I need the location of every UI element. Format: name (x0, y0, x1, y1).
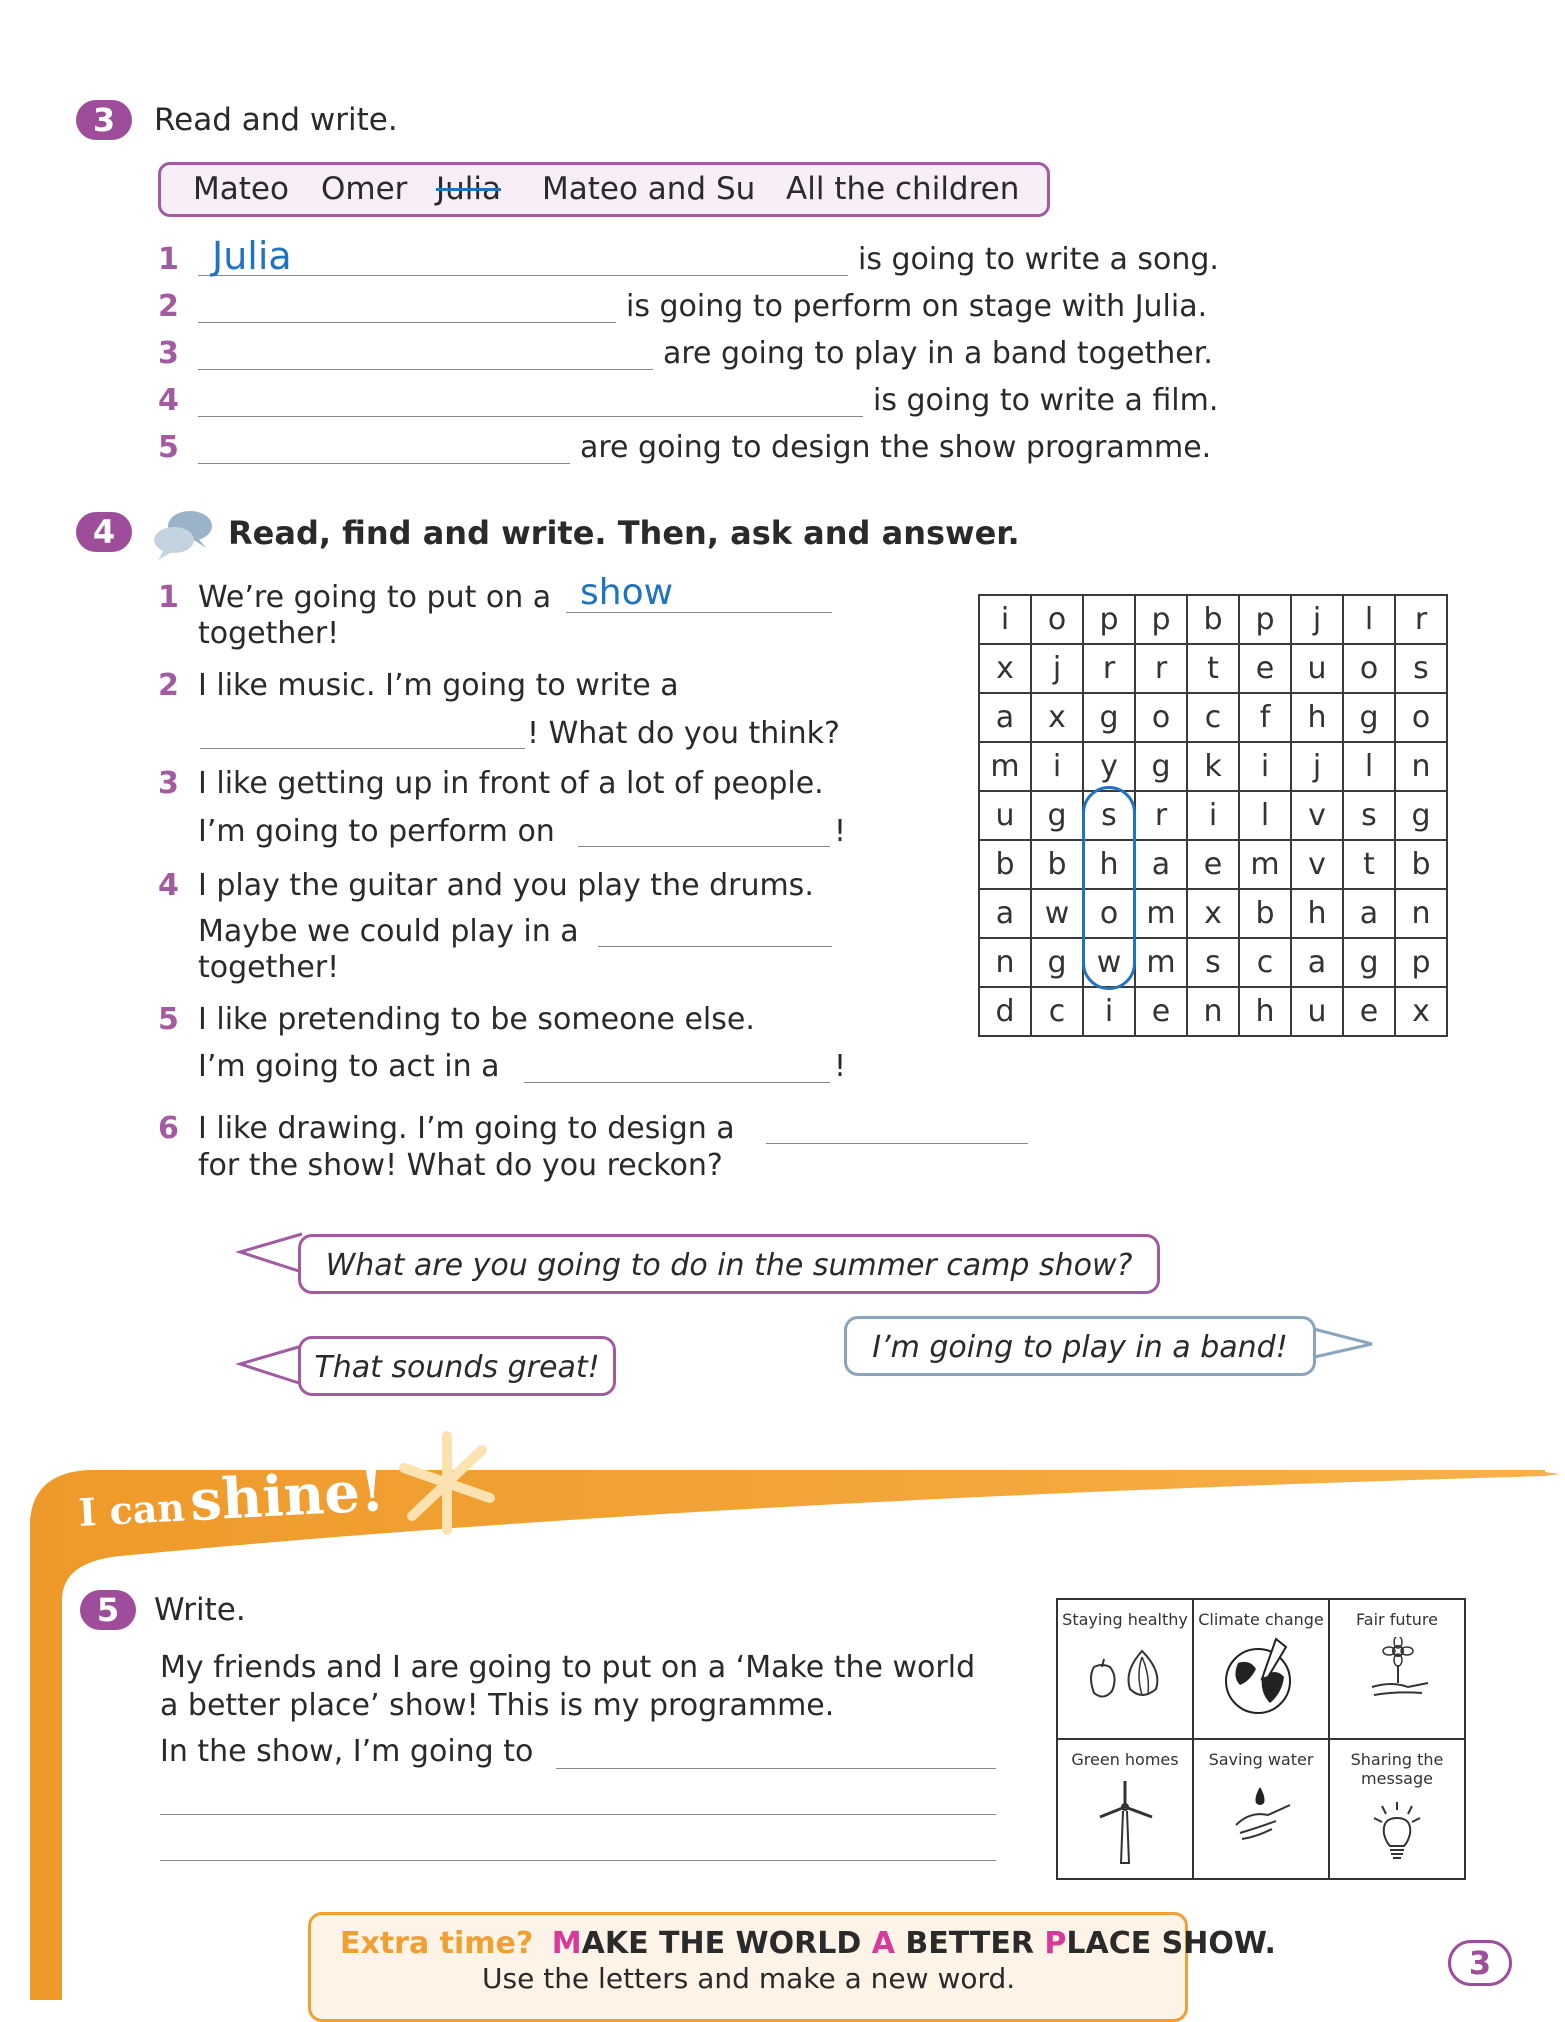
ex4-item-text: together! (198, 950, 340, 985)
ex3-answer-line[interactable] (198, 463, 570, 464)
ex3-item-text: is going to write a song. (858, 242, 1219, 277)
grid-letter[interactable]: o (1135, 693, 1187, 742)
grid-letter[interactable]: u (1291, 987, 1343, 1036)
ex4-item-text: for the show! What do you reckon? (198, 1148, 723, 1183)
grid-letter[interactable]: g (1343, 938, 1395, 987)
grid-letter[interactable]: s (1083, 791, 1135, 840)
grid-letter[interactable]: g (1083, 693, 1135, 742)
ex4-item-text: I’m going to perform on (198, 814, 555, 849)
ex3-answer-line[interactable] (198, 416, 863, 417)
grid-letter[interactable]: g (1031, 791, 1083, 840)
grid-letter[interactable]: h (1291, 889, 1343, 938)
grid-letter[interactable]: r (1083, 644, 1135, 693)
ex5-writing-line[interactable] (160, 1814, 996, 1815)
grid-letter[interactable]: b (1395, 840, 1447, 889)
grid-row (979, 742, 1447, 791)
ex4-item-number: 6 (158, 1111, 179, 1146)
ex5-paragraph-line: a better place’ show! This is my programme. (160, 1688, 835, 1723)
ex5-prompt: In the show, I’m going to (160, 1734, 534, 1769)
grid-letter[interactable]: j (1031, 644, 1083, 693)
ex4-item-text: I like music. I’m going to write a (198, 668, 679, 703)
ex4-item-text: I play the guitar and you play the drums. (198, 868, 814, 903)
ex3-item-text: is going to perform on stage with Julia. (626, 289, 1208, 324)
grid-letter[interactable]: r (1135, 791, 1187, 840)
grid-letter[interactable]: h (1083, 840, 1135, 889)
grid-letter[interactable]: k (1187, 742, 1239, 791)
grid-letter[interactable]: i (1083, 987, 1135, 1036)
grid-letter[interactable]: v (1291, 840, 1343, 889)
grid-letter[interactable]: i (1239, 742, 1291, 791)
topic-cell (1329, 1739, 1465, 1879)
ex5-writing-line[interactable] (556, 1768, 996, 1769)
ex3-answer-line[interactable] (198, 322, 616, 323)
topic-cell (1329, 1599, 1465, 1739)
grid-letter[interactable]: a (979, 693, 1031, 742)
grid-letter[interactable]: i (979, 595, 1031, 644)
grid-row (979, 644, 1447, 693)
page-number: 3 (1448, 1940, 1512, 1986)
grid-letter[interactable]: m (979, 742, 1031, 791)
ex4-item-number: 3 (158, 766, 179, 801)
grid-letter[interactable]: t (1187, 644, 1239, 693)
ex4-item-text: together! (198, 616, 340, 651)
grid-letter[interactable]: h (1291, 693, 1343, 742)
vegetables-icon (1080, 1637, 1170, 1703)
ex4-item-text: I like pretending to be someone else. (198, 1002, 755, 1037)
grid-letter[interactable]: b (1187, 595, 1239, 644)
grid-row (979, 693, 1447, 742)
extra-time-label: Extra time? (340, 1926, 534, 1961)
grid-letter[interactable]: p (1135, 595, 1187, 644)
shine-title-small: I can (77, 1484, 186, 1536)
grid-letter[interactable]: p (1083, 595, 1135, 644)
word-box (158, 162, 1050, 217)
grid-letter[interactable]: x (1031, 693, 1083, 742)
grid-letter[interactable]: g (1031, 938, 1083, 987)
star-icon (392, 1428, 502, 1538)
speech-bubble-answer: I’m going to play in a band! (844, 1316, 1316, 1376)
word-box-item-crossed: Julia (436, 171, 502, 207)
grid-letter[interactable]: g (1395, 791, 1447, 840)
grid-letter[interactable]: n (979, 938, 1031, 987)
grid-letter[interactable]: c (1239, 938, 1291, 987)
grid-letter[interactable]: r (1135, 644, 1187, 693)
grid-letter[interactable]: a (979, 889, 1031, 938)
grid-row (979, 791, 1447, 840)
ex3-item-number: 3 (158, 336, 179, 371)
ex4-answer-line[interactable] (578, 846, 830, 847)
grid-letter[interactable]: l (1239, 791, 1291, 840)
exercise-4-title: Read, find and write. Then, ask and answer. (228, 514, 1020, 552)
grid-letter[interactable]: l (1343, 595, 1395, 644)
ex4-item-text: We’re going to put on a (198, 580, 552, 615)
grid-letter[interactable]: x (979, 644, 1031, 693)
ex3-item-number: 2 (158, 289, 179, 324)
ex3-item-number: 4 (158, 383, 179, 418)
ex4-item-text: I’m going to act in a (198, 1049, 500, 1084)
grid-row (979, 987, 1447, 1036)
grid-letter[interactable]: a (1291, 938, 1343, 987)
exercise-5-title: Write. (154, 1592, 246, 1628)
ex4-item-number: 2 (158, 668, 179, 703)
word-box-item: Omer (321, 171, 408, 207)
grid-letter[interactable]: m (1135, 889, 1187, 938)
ex4-answer-line[interactable] (524, 1082, 830, 1083)
grid-letter[interactable]: o (1343, 644, 1395, 693)
ex3-item-text: are going to play in a band together. (663, 336, 1213, 371)
topic-cell (1193, 1599, 1329, 1739)
exercise-3-title: Read and write. (154, 102, 398, 138)
grid-letter[interactable]: a (1343, 889, 1395, 938)
topic-label: Sharing the message (1350, 1750, 1444, 1788)
ex3-item-number: 5 (158, 430, 179, 465)
topic-label: Staying healthy (1062, 1610, 1188, 1629)
word-box-item: Mateo (193, 171, 289, 207)
circled-answer-mark (1082, 786, 1136, 990)
topic-grid (1056, 1598, 1466, 1880)
grid-row (979, 938, 1447, 987)
grid-letter[interactable]: j (1291, 595, 1343, 644)
ex4-item-end: ! (834, 1049, 847, 1084)
exercise-4-number: 4 (76, 512, 132, 552)
topic-cell (1057, 1599, 1193, 1739)
grid-letter[interactable]: d (979, 987, 1031, 1036)
ex4-item-number: 4 (158, 868, 179, 903)
grid-letter[interactable]: f (1239, 693, 1291, 742)
word-box-item: Mateo and Su (542, 171, 756, 207)
grid-letter[interactable]: g (1135, 742, 1187, 791)
grid-letter[interactable]: x (1187, 889, 1239, 938)
grid-letter[interactable]: o (1395, 693, 1447, 742)
ex4-item-text: Maybe we could play in a (198, 914, 579, 949)
grid-letter[interactable]: w (1083, 938, 1135, 987)
grid-letter[interactable]: x (1395, 987, 1447, 1036)
grid-row (979, 595, 1447, 644)
extra-time-heading (340, 1926, 1276, 1961)
flower-hand-icon (1352, 1637, 1442, 1707)
grid-row (979, 840, 1447, 889)
grid-letter[interactable]: s (1187, 938, 1239, 987)
grid-letter[interactable]: n (1395, 742, 1447, 791)
grid-letter[interactable]: m (1239, 840, 1291, 889)
wind-turbine-icon (1080, 1777, 1170, 1867)
speech-bubble-question: What are you going to do in the summer camp show? (298, 1234, 1160, 1294)
ex4-item-number: 1 (158, 580, 179, 615)
shine-title-big: shine! (188, 1458, 387, 1535)
grid-letter[interactable]: n (1187, 987, 1239, 1036)
bubble-answer-tail (1306, 1318, 1376, 1368)
ex3-handwritten-answer: Julia (212, 234, 292, 278)
grid-row (979, 889, 1447, 938)
grid-letter[interactable]: g (1343, 693, 1395, 742)
topic-label: Climate change (1198, 1610, 1324, 1629)
grid-letter[interactable]: i (1187, 791, 1239, 840)
grid-letter[interactable]: e (1135, 987, 1187, 1036)
grid-letter[interactable]: p (1239, 595, 1291, 644)
ex4-item-text: I like drawing. I’m going to design a (198, 1111, 735, 1146)
grid-letter[interactable]: o (1083, 889, 1135, 938)
grid-letter[interactable]: s (1395, 644, 1447, 693)
ex3-item-text: is going to write a film. (873, 383, 1219, 418)
exercise-5-number: 5 (80, 1590, 136, 1630)
ex5-writing-line[interactable] (160, 1860, 996, 1861)
grid-letter[interactable]: l (1343, 742, 1395, 791)
topic-cell (1193, 1739, 1329, 1879)
grid-letter[interactable]: v (1291, 791, 1343, 840)
ex4-item-text: ! What do you think? (527, 716, 840, 751)
topic-cell (1057, 1739, 1193, 1879)
word-search-grid (978, 594, 1448, 1037)
grid-letter[interactable]: y (1083, 742, 1135, 791)
grid-letter[interactable]: u (1291, 644, 1343, 693)
grid-letter[interactable]: e (1239, 644, 1291, 693)
grid-letter[interactable]: b (1031, 840, 1083, 889)
grid-letter[interactable]: j (1291, 742, 1343, 791)
topic-label: Fair future (1356, 1610, 1438, 1629)
lightbulb-icon (1352, 1796, 1442, 1866)
ex3-answer-line[interactable] (198, 369, 653, 370)
ex4-item-end: ! (834, 814, 847, 849)
grid-letter[interactable]: c (1031, 987, 1083, 1036)
grid-letter[interactable]: r (1395, 595, 1447, 644)
grid-letter[interactable]: a (1135, 840, 1187, 889)
ex4-handwritten-answer: show (580, 572, 674, 613)
ex5-paragraph-line: My friends and I are going to put on a ‘Make the world (160, 1650, 976, 1685)
extra-time-instruction: Use the letters and make a new word. (482, 1962, 1016, 1995)
speech-bubbles-icon (152, 508, 214, 562)
globe-icon (1216, 1637, 1306, 1717)
grid-letter[interactable]: i (1031, 742, 1083, 791)
bubble-reply-tail (236, 1340, 306, 1390)
ex4-item-number: 5 (158, 1002, 179, 1037)
extra-time-phrase: MAKE THE WORLD A BETTER PLACE SHOW. (551, 1926, 1276, 1961)
speech-bubble-reply: That sounds great! (298, 1336, 616, 1396)
grid-letter[interactable]: m (1135, 938, 1187, 987)
topic-label: Saving water (1208, 1750, 1314, 1769)
water-drop-hand-icon (1216, 1777, 1306, 1847)
grid-letter[interactable]: e (1343, 987, 1395, 1036)
grid-letter[interactable]: o (1031, 595, 1083, 644)
exercise-3-number: 3 (76, 100, 132, 140)
grid-letter[interactable]: b (1239, 889, 1291, 938)
grid-letter[interactable]: p (1395, 938, 1447, 987)
grid-letter[interactable]: n (1395, 889, 1447, 938)
grid-letter[interactable]: e (1187, 840, 1239, 889)
grid-letter[interactable]: b (979, 840, 1031, 889)
bubble-question-tail (236, 1228, 306, 1278)
ex4-item-text: I like getting up in front of a lot of people. (198, 766, 824, 801)
grid-letter[interactable]: u (979, 791, 1031, 840)
ex4-answer-line[interactable] (598, 946, 832, 947)
grid-letter[interactable]: t (1343, 840, 1395, 889)
grid-letter[interactable]: h (1239, 987, 1291, 1036)
grid-letter[interactable]: w (1031, 889, 1083, 938)
word-box-item: All the children (786, 171, 1020, 207)
ex3-item-text: are going to design the show programme. (580, 430, 1212, 465)
ex3-answer-line[interactable] (198, 275, 848, 276)
topic-label: Green homes (1071, 1750, 1179, 1769)
grid-letter[interactable]: c (1187, 693, 1239, 742)
ex4-answer-line[interactable] (200, 748, 525, 749)
grid-letter[interactable]: s (1343, 791, 1395, 840)
ex4-answer-line[interactable] (766, 1143, 1028, 1144)
ex3-item-number: 1 (158, 242, 179, 277)
